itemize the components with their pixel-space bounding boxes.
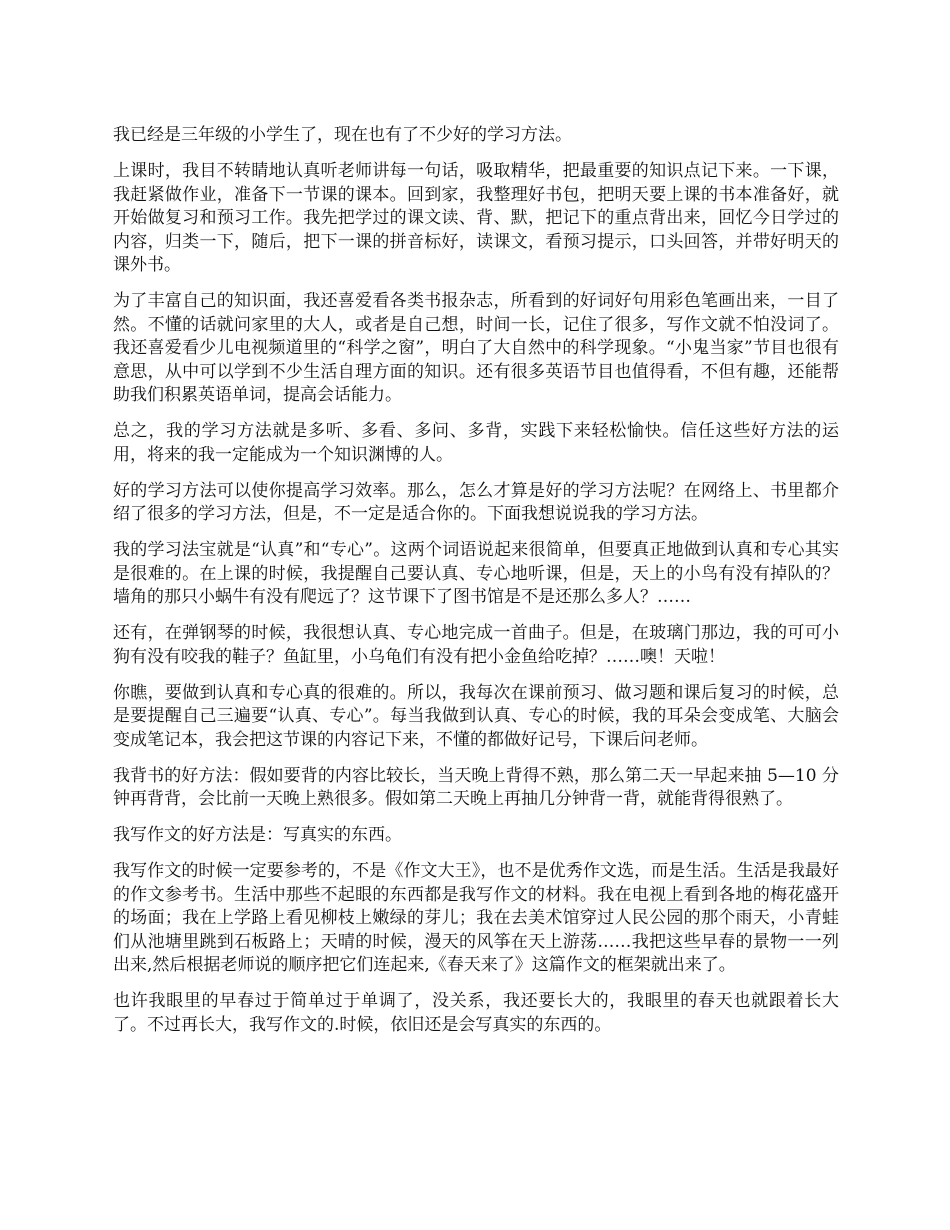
paragraph-summary: 总之，我的学习方法就是多听、多看、多问、多背，实践下来轻松愉快。信任这些好方法的运用，将来的我一定能成为一个知识渊博的人。	[113, 421, 839, 465]
paragraph-intro: 我已经是三年级的小学生了，现在也有了不少好的学习方法。	[113, 125, 572, 145]
paragraph-focus: 我的学习法宝就是“认真”和“专心”。这两个词语说起来很简单，但要真正地做到认真和专心其实是很难的。在上课的时候，我提醒自己要认真、专心地听课，但是，天上的小鸟有没有掉队的？墙角的那只小蜗牛有没有爬远了？这节课下了图书馆是不是还那么多人？……	[113, 540, 839, 607]
paragraph-in-class: 上课时，我目不转睛地认真听老师讲每一句话，吸取精华，把最重要的知识点记下来。一下课，我赶紧做作业，准备下一节课的课本。回到家，我整理好书包，把明天要上课的书本准备好，就开始做复习和预习工作。我先把学过的课文读、背、默，把记下的重点背出来，回忆今日学过的内容，归类一下，随后，把下一课的拼音标好，读课文，看预习提示，口头回答，并带好明天的课外书。	[113, 161, 839, 275]
paragraph-conclusion: 也许我眼里的早春过于简单过于单调了，没关系，我还要长大的，我眼里的春天也就跟着长大了。不过再长大，我写作文的.时候，依旧还是会写真实的东西的。	[113, 991, 839, 1035]
paragraph-writing-life: 我写作文的时候一定要参考的，不是《作文大王》，也不是优秀作文选，而是生活。生活是我最好的作文参考书。生活中那些不起眼的东西都是我写作文的材料。我在电视上看到各地的梅花盛开的场面；我在上学路上看见柳枝上嫩绿的芽儿；我在去美术馆穿过人民公园的那个雨天，小青蛙们从池塘里跳到石板路上；天晴的时候，漫天的风筝在天上游荡……我把这些早春的景物一一列出来,然后根据老师说的顺序把它们连起来,《春天来了》这篇作文的框架就出来了。	[113, 861, 839, 975]
paragraph-memorizing: 我背书的好方法：假如要背的内容比较长，当天晚上背得不熟，那么第二天一早起来抽 5—10 分钟再背背，会比前一天晚上熟很多。假如第二天晚上再抽几分钟背一背，就能背得很熟了。	[113, 765, 839, 809]
paragraph-efficiency: 好的学习方法可以使你提高学习效率。那么，怎么才算是好的学习方法呢？在网络上、书里都介绍了很多的学习方法，但是，不一定是适合你的。下面我想说说我的学习方法。	[113, 480, 839, 524]
paragraph-difficulty: 你瞧，要做到认真和专心真的很难的。所以，我每次在课前预习、做习题和课后复习的时候，总是要提醒自己三遍要“认真、专心”。每当我做到认真、专心的时候，我的耳朵会变成笔、大脑会变成笔记本，我会把这节课的内容记下来，不懂的都做好记号，下课后问老师。	[113, 682, 839, 750]
paragraph-reading: 为了丰富自己的知识面，我还喜爱看各类书报杂志，所看到的好词好句用彩色笔画出来，一目了然。不懂的话就问家里的大人，或者是自己想，时间一长，记住了很多，写作文就不怕没词了。我还喜爱看少儿电视频道里的“科学之窗”，明白了大自然中的科学现象。“小鬼当家”节目也很有意思，从中可以学到不少生活自理方面的知识。还有很多英语节目也值得看，不但有趣，还能帮助我们积累英语单词，提高会话能力。	[113, 291, 839, 405]
paragraph-piano: 还有，在弹钢琴的时候，我很想认真、专心地完成一首曲子。但是，在玻璃门那边，我的可可小狗有没有咬我的鞋子？鱼缸里，小乌龟们有没有把小金鱼给吃掉？……噢！天啦！	[113, 623, 839, 667]
document-body	[113, 124, 839, 1050]
paragraph-writing-method: 我写作文的好方法是：写真实的东西。	[113, 825, 402, 845]
